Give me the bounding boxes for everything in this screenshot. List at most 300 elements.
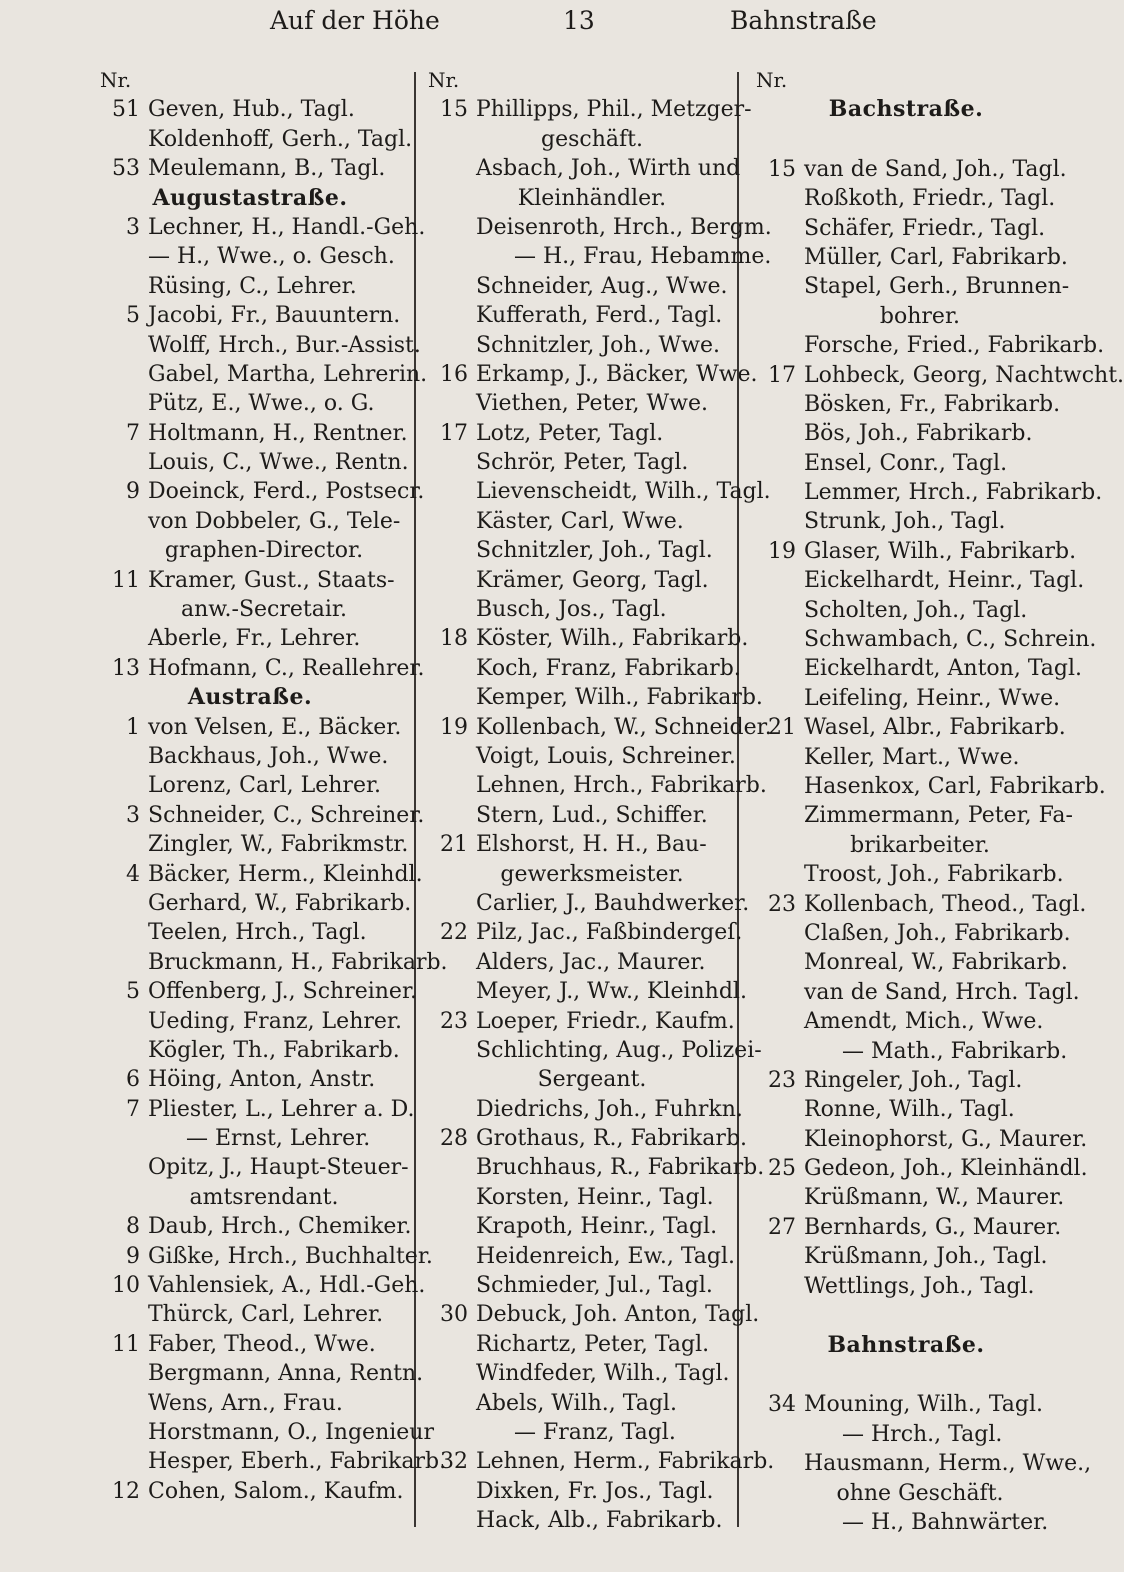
resident-text: Claßen, Joh., Fabrikarb. (804, 920, 1071, 946)
resident-text: Bös, Joh., Fabrikarb. (804, 421, 1033, 447)
resident-text: Eickelhardt, Heinr., Tagl. (804, 568, 1085, 594)
resident-text: Kollenbach, W., Schneider. (476, 714, 772, 740)
resident-text: Holtmann, H., Rentner. (148, 420, 408, 446)
resident-text: Meulemann, B., Tagl. (148, 156, 386, 182)
resident-text: Lemmer, Hrch., Fabrikarb. (804, 480, 1103, 506)
directory-entry (428, 654, 758, 683)
house-number: 32 (440, 1449, 468, 1475)
resident-text: Wolff, Hrch., Bur.-Assist. (148, 332, 421, 358)
directory-entry (756, 919, 1086, 948)
resident-text: Aberle, Fr., Lehrer. (148, 626, 361, 652)
resident-text: Rüsing, C., Lehrer. (148, 273, 357, 299)
house-number: 12 (112, 1478, 140, 1504)
resident-text: Gißke, Hrch., Buchhalter. (148, 1243, 433, 1269)
directory-entry (756, 214, 1086, 243)
directory-entry (100, 566, 430, 595)
resident-text: Opitz, J., Haupt-Steuer- (148, 1155, 409, 1181)
street-heading (756, 95, 1086, 124)
resident-text: Troost, Joh., Fabrikarb. (804, 862, 1064, 888)
directory-entry (756, 772, 1106, 801)
house-number: 28 (440, 1126, 468, 1152)
directory-entry (100, 1212, 430, 1241)
directory-entry (100, 1330, 430, 1359)
resident-text: Stern, Lud., Schiffer. (476, 802, 708, 828)
house-number: 10 (112, 1273, 140, 1299)
resident-text: Krämer, Georg, Tagl. (476, 567, 709, 593)
directory-entry (428, 477, 771, 506)
resident-text: Schnitzler, Joh., Tagl. (476, 538, 713, 564)
directory-entry (100, 595, 430, 624)
resident-text: Alders, Jac., Maurer. (476, 949, 706, 975)
resident-text: Schneider, C., Schreiner. (148, 802, 425, 828)
resident-text: Korsten, Heinr., Tagl. (476, 1184, 714, 1210)
resident-text: geschäft. (541, 126, 643, 152)
directory-entry (100, 477, 430, 506)
resident-text: Hofmann, C., Reallehrer. (148, 655, 425, 681)
directory-entry (100, 1242, 433, 1271)
street-name: Bachstraße. (828, 96, 984, 123)
resident-text: Schneider, Aug., Wwe. (476, 273, 728, 299)
directory-entry (100, 1124, 430, 1153)
street-heading (100, 184, 430, 213)
directory-entry (756, 478, 1103, 507)
resident-text: Koch, Franz, Fabrikarb. (476, 655, 741, 681)
directory-entry (428, 1124, 758, 1153)
resident-text: Scholten, Joh., Tagl. (804, 597, 1028, 623)
resident-text: Pilz, Jac., Faßbindergeſ. (476, 920, 743, 946)
column-3 (756, 66, 1124, 1537)
directory-entry (100, 1389, 430, 1418)
directory-entry (756, 684, 1086, 713)
directory-entry (428, 242, 772, 271)
directory-entry (756, 1066, 1086, 1095)
directory-entry (100, 301, 430, 330)
resident-text: Kufferath, Ferd., Tagl. (476, 303, 723, 329)
resident-text: Bergmann, Anna, Rentn. (148, 1361, 424, 1387)
house-number: 15 (440, 97, 468, 123)
directory-entry (428, 1506, 758, 1535)
directory-entry (756, 1449, 1092, 1478)
resident-text: Busch, Jos., Tagl. (476, 597, 667, 623)
resident-text: bohrer. (879, 303, 961, 329)
resident-text: Viethen, Peter, Wwe. (476, 391, 708, 417)
directory-entry (756, 801, 1086, 830)
directory-entry (756, 831, 1086, 860)
directory-entry (756, 302, 1086, 331)
directory-entry (756, 361, 1124, 390)
resident-text: Debuck, Joh. Anton, Tagl. (476, 1302, 760, 1328)
directory-entry (756, 743, 1086, 772)
resident-text: Strunk, Joh., Tagl. (804, 509, 1006, 535)
resident-text: von Dobbeler, G., Tele- (148, 508, 401, 534)
directory-entry (428, 948, 758, 977)
resident-text: von Velsen, E., Bäcker. (148, 714, 402, 740)
resident-text: Doeinck, Ferd., Postsecr. (148, 479, 425, 505)
resident-text: Köster, Wilh., Fabrikarb. (476, 626, 749, 652)
resident-text: Lievenscheidt, Wilh., Tagl. (476, 479, 771, 505)
directory-entry (428, 977, 758, 1006)
resident-text: Schwambach, C., Schrein. (804, 627, 1097, 653)
resident-text: Wasel, Albr., Fabrikarb. (804, 715, 1066, 741)
directory-entry (756, 1420, 1086, 1449)
resident-text: Ronne, Wilh., Tagl. (804, 1097, 1015, 1123)
house-number: 21 (440, 832, 468, 858)
column-label (100, 66, 430, 95)
directory-entry (100, 742, 430, 771)
resident-text: graphen-Director. (164, 538, 364, 564)
directory-entry (428, 213, 772, 242)
directory-entry (756, 390, 1086, 419)
directory-entry (428, 918, 758, 947)
directory-entry (428, 360, 758, 389)
house-number: 22 (440, 920, 468, 946)
resident-text: Kleinhändler. (517, 185, 667, 211)
resident-text: Mouning, Wilh., Tagl. (804, 1392, 1044, 1418)
resident-text: van de Sand, Hrch. Tagl. (804, 979, 1080, 1005)
house-number: 5 (126, 979, 140, 1005)
nr-label: Nr. (428, 68, 460, 92)
directory-entry (428, 1447, 775, 1476)
resident-text: Leifeling, Heinr., Wwe. (804, 685, 1061, 711)
resident-text: ohne Geschäft. (836, 1480, 1004, 1506)
directory-entry (756, 1037, 1086, 1066)
directory-entry (756, 449, 1086, 478)
resident-text: Monreal, W., Fabrikarb. (804, 950, 1068, 976)
resident-text: Jacobi, Fr., Bauuntern. (148, 303, 401, 329)
resident-text: Wens, Arn., Frau. (148, 1390, 343, 1416)
resident-text: Windfeder, Wilh., Tagl. (476, 1361, 730, 1387)
directory-entry (428, 1153, 765, 1182)
resident-text: Louis, C., Wwe., Rentn. (148, 450, 409, 476)
house-number: 30 (440, 1302, 468, 1328)
resident-text: Cohen, Salom., Kaufm. (148, 1478, 404, 1504)
resident-text: — Hrch., Tagl. (842, 1421, 1003, 1447)
resident-text: Asbach, Joh., Wirth und (476, 156, 741, 182)
directory-entry (756, 243, 1086, 272)
directory-entry (428, 1007, 758, 1036)
directory-entry (428, 683, 763, 712)
header-right-street: Bahnstraße (730, 6, 877, 35)
directory-entry (100, 1447, 447, 1476)
directory-entry (756, 1007, 1086, 1036)
directory-entry (428, 1359, 758, 1388)
directory-entry (756, 155, 1086, 184)
resident-text: Forsche, Fried., Fabrikarb. (804, 333, 1105, 359)
directory-entry (756, 566, 1086, 595)
house-number: 25 (768, 1156, 796, 1182)
house-number: 27 (768, 1214, 796, 1240)
street-name: Bahnstraße. (827, 1332, 985, 1359)
directory-entry (100, 448, 430, 477)
resident-text: Hesper, Eberh., Fabrikarb. (148, 1449, 447, 1475)
directory-entry (756, 1125, 1086, 1154)
resident-text: Bernhards, G., Maurer. (804, 1214, 1062, 1240)
resident-text: Richartz, Peter, Tagl. (476, 1331, 710, 1357)
directory-entry (100, 213, 430, 242)
directory-entry (756, 625, 1097, 654)
resident-text: Hausmann, Herm., Wwe., (804, 1451, 1092, 1477)
directory-entry (756, 184, 1086, 213)
house-number: 19 (440, 714, 468, 740)
directory-entry (756, 654, 1086, 683)
directory-entry (100, 1300, 430, 1329)
house-number: 4 (126, 861, 140, 887)
house-number: 7 (126, 420, 140, 446)
resident-text: Elshorst, H. H., Bau- (476, 832, 707, 858)
directory-entry (100, 1065, 430, 1094)
resident-text: van de Sand, Joh., Tagl. (804, 156, 1067, 182)
resident-text: Daub, Hrch., Chemiker. (148, 1214, 412, 1240)
house-number: 34 (768, 1392, 796, 1418)
directory-entry (428, 566, 758, 595)
resident-text: Bruckmann, H., Fabrikarb. (148, 949, 448, 975)
house-number: 11 (112, 567, 140, 593)
resident-text: Hack, Alb., Fabrikarb. (476, 1508, 723, 1534)
directory-entry (428, 771, 767, 800)
directory-entry (100, 1036, 430, 1065)
directory-entry (100, 948, 448, 977)
resident-text: Backhaus, Joh., Wwe. (148, 743, 389, 769)
spacer (756, 1301, 1086, 1331)
directory-entry (756, 507, 1086, 536)
nr-label: Nr. (100, 68, 132, 92)
house-number: 21 (768, 715, 796, 741)
resident-text: Pliester, L., Lehrer a. D. (148, 1096, 415, 1122)
resident-text: Voigt, Louis, Schreiner. (476, 743, 736, 769)
resident-text: Horstmann, O., Ingenieur (148, 1419, 434, 1445)
resident-text: Lehnen, Herm., Fabrikarb. (476, 1449, 775, 1475)
resident-text: Sergeant. (537, 1067, 647, 1093)
directory-entry (756, 596, 1086, 625)
resident-text: Erkamp, J., Bäcker, Wwe. (476, 361, 758, 387)
directory-entry (100, 331, 430, 360)
directory-entry (428, 1095, 758, 1124)
resident-text: Ringeler, Joh., Tagl. (804, 1067, 1023, 1093)
resident-text: Deisenroth, Hrch., Bergm. (476, 214, 772, 240)
column-label (428, 66, 758, 95)
resident-text: Ensel, Conr., Tagl. (804, 450, 1008, 476)
nr-label: Nr. (756, 68, 788, 92)
resident-text: Krüßmann, Joh., Tagl. (804, 1244, 1048, 1270)
directory-entry (428, 184, 758, 213)
directory-entry (428, 125, 758, 154)
directory-entry (428, 272, 758, 301)
directory-entry (100, 860, 430, 889)
resident-text: Höing, Anton, Anstr. (148, 1067, 376, 1093)
directory-entry (756, 419, 1086, 448)
directory-entry (428, 536, 758, 565)
directory-entry (100, 419, 430, 448)
directory-entry (756, 1242, 1086, 1271)
resident-text: Roßkoth, Friedr., Tagl. (804, 186, 1056, 212)
directory-entry (100, 507, 430, 536)
resident-text: Teelen, Hrch., Tagl. (148, 920, 367, 946)
directory-entry (428, 1477, 758, 1506)
directory-entry (100, 1359, 430, 1388)
directory-entry (100, 360, 430, 389)
resident-text: Heidenreich, Ew., Tagl. (476, 1243, 736, 1269)
resident-text: Kögler, Th., Fabrikarb. (148, 1037, 400, 1063)
resident-text: Gabel, Martha, Lehrerin. (148, 361, 428, 387)
resident-text: — Franz, Tagl. (514, 1419, 676, 1445)
directory-entry (428, 1389, 758, 1418)
resident-text: Krapoth, Heinr., Tagl. (476, 1214, 718, 1240)
resident-text: Lotz, Peter, Tagl. (476, 420, 664, 446)
directory-entry (756, 890, 1086, 919)
resident-text: amtsrendant. (189, 1184, 339, 1210)
house-number: 23 (768, 891, 796, 917)
resident-text: Zingler, W., Fabrikmstr. (148, 832, 409, 858)
directory-entry (428, 860, 758, 889)
directory-entry (100, 389, 430, 418)
resident-text: Faber, Theod., Wwe. (148, 1331, 376, 1357)
directory-entry (428, 624, 758, 653)
resident-text: Gedeon, Joh., Kleinhändl. (804, 1156, 1088, 1182)
resident-text: Bösken, Fr., Fabrikarb. (804, 391, 1061, 417)
directory-entry (100, 1477, 430, 1506)
street-name: Austraße. (187, 684, 313, 711)
house-number: 3 (126, 802, 140, 828)
directory-entry (100, 1183, 430, 1212)
directory-entry (100, 654, 430, 683)
directory-entry (100, 830, 430, 859)
directory-entry (428, 713, 772, 742)
directory-entry (756, 1272, 1086, 1301)
resident-text: Lohbeck, Georg, Nachtwcht. (804, 362, 1124, 388)
directory-entry (756, 1508, 1086, 1537)
resident-text: Hasenkox, Carl, Fabrikarb. (804, 773, 1106, 799)
directory-entry (428, 331, 758, 360)
directory-entry (100, 801, 430, 830)
house-number: 5 (126, 303, 140, 329)
column-label (756, 66, 1086, 95)
resident-text: Kollenbach, Theod., Tagl. (804, 891, 1087, 917)
directory-entry (756, 1479, 1086, 1508)
directory-entry (428, 389, 758, 418)
resident-text: Keller, Mart., Wwe. (804, 744, 1020, 770)
resident-text: brikarbeiter. (850, 832, 990, 858)
directory-entry (756, 537, 1086, 566)
directory-entry (428, 1036, 762, 1065)
directory-entry (428, 154, 758, 183)
resident-text: Bäcker, Herm., Kleinhdl. (148, 861, 423, 887)
house-number: 8 (126, 1214, 140, 1240)
directory-entry (428, 801, 758, 830)
resident-text: Schrör, Peter, Tagl. (476, 450, 689, 476)
house-number: 11 (112, 1331, 140, 1357)
resident-text: Müller, Carl, Fabrikarb. (804, 244, 1068, 270)
directory-entry (428, 1418, 758, 1447)
column-1 (100, 66, 448, 1506)
house-number: 9 (126, 1243, 140, 1269)
resident-text: Krüßmann, W., Maurer. (804, 1185, 1065, 1211)
directory-entry (428, 595, 758, 624)
house-number: 19 (768, 538, 796, 564)
resident-text: — Ernst, Lehrer. (186, 1126, 371, 1152)
directory-entry (756, 1213, 1086, 1242)
resident-text: Meyer, J., Ww., Kleinhdl. (476, 979, 747, 1005)
resident-text: Vahlensiek, A., Hdl.-Geh. (148, 1273, 426, 1299)
resident-text: Glaser, Wilh., Fabrikarb. (804, 538, 1077, 564)
house-number: 23 (440, 1008, 468, 1034)
directory-entry (428, 448, 758, 477)
directory-entry (100, 771, 430, 800)
directory-entry (756, 1154, 1086, 1183)
house-number: 1 (126, 714, 140, 740)
directory-entry (428, 1330, 758, 1359)
resident-text: Thürck, Carl, Lehrer. (148, 1302, 384, 1328)
directory-entry (756, 1095, 1086, 1124)
resident-text: Bruchhaus, R., Fabrikarb. (476, 1155, 765, 1181)
resident-text: — Math., Fabrikarb. (842, 1038, 1068, 1064)
directory-entry (100, 125, 430, 154)
resident-text: Lechner, H., Handl.-Geh. (148, 214, 426, 240)
resident-text: Kramer, Gust., Staats- (148, 567, 395, 593)
resident-text: Diedrichs, Joh., Fuhrkn. (476, 1096, 743, 1122)
house-number: 3 (126, 214, 140, 240)
resident-text: Kleinophorst, G., Maurer. (804, 1126, 1088, 1152)
resident-text: — H., Bahnwärter. (842, 1509, 1049, 1535)
directory-entry (756, 1183, 1086, 1212)
resident-text: Dixken, Fr. Jos., Tagl. (476, 1478, 714, 1504)
resident-text: Lorenz, Carl, Lehrer. (148, 773, 382, 799)
resident-text: Offenberg, J., Schreiner. (148, 979, 418, 1005)
resident-text: Zimmermann, Peter, Fa- (804, 803, 1073, 829)
resident-text: Amendt, Mich., Wwe. (804, 1009, 1044, 1035)
resident-text: anw.-Secretair. (181, 597, 347, 623)
house-number: 16 (440, 361, 468, 387)
directory-entry (428, 830, 758, 859)
resident-text: Abels, Wilh., Tagl. (476, 1390, 677, 1416)
resident-text: Grothaus, R., Fabrikarb. (476, 1126, 748, 1152)
directory-entry (756, 1390, 1086, 1419)
resident-text: Käster, Carl, Wwe. (476, 508, 684, 534)
resident-text: Stapel, Gerh., Brunnen- (804, 274, 1070, 300)
house-number: 17 (768, 362, 796, 388)
directory-entry (756, 331, 1105, 360)
directory-entry (100, 889, 430, 918)
street-name: Augustastraße. (152, 184, 348, 211)
resident-text: — H., Frau, Hebamme. (514, 244, 772, 270)
house-number: 53 (112, 156, 140, 182)
directory-entry (100, 242, 430, 271)
house-number: 51 (112, 97, 140, 123)
resident-text: Carlier, J., Bauhdwerker. (476, 890, 750, 916)
resident-text: Lehnen, Hrch., Fabrikarb. (476, 773, 767, 799)
directory-entry (428, 419, 758, 448)
resident-text: Eickelhardt, Anton, Tagl. (804, 656, 1083, 682)
directory-entry (100, 1007, 430, 1036)
house-number: 23 (768, 1067, 796, 1093)
resident-text: Pütz, E., Wwe., o. G. (148, 391, 375, 417)
directory-entry (100, 1095, 430, 1124)
resident-text: gewerksmeister. (500, 861, 684, 887)
resident-text: Schnitzler, Joh., Wwe. (476, 332, 721, 358)
directory-entry (756, 860, 1086, 889)
page-header (0, 2, 1124, 42)
directory-entry (428, 742, 758, 771)
resident-text: Wettlings, Joh., Tagl. (804, 1273, 1035, 1299)
directory-entry (428, 1183, 758, 1212)
resident-text: Schmieder, Jul., Tagl. (476, 1273, 713, 1299)
resident-text: Koldenhoff, Gerh., Tagl. (148, 126, 413, 152)
resident-text: Geven, Hub., Tagl. (148, 97, 355, 123)
directory-entry (428, 507, 758, 536)
resident-text: Phillipps, Phil., Metzger- (476, 97, 752, 123)
directory-entry (100, 1418, 434, 1447)
resident-text: Gerhard, W., Fabrikarb. (148, 890, 412, 916)
directory-entry (756, 978, 1086, 1007)
